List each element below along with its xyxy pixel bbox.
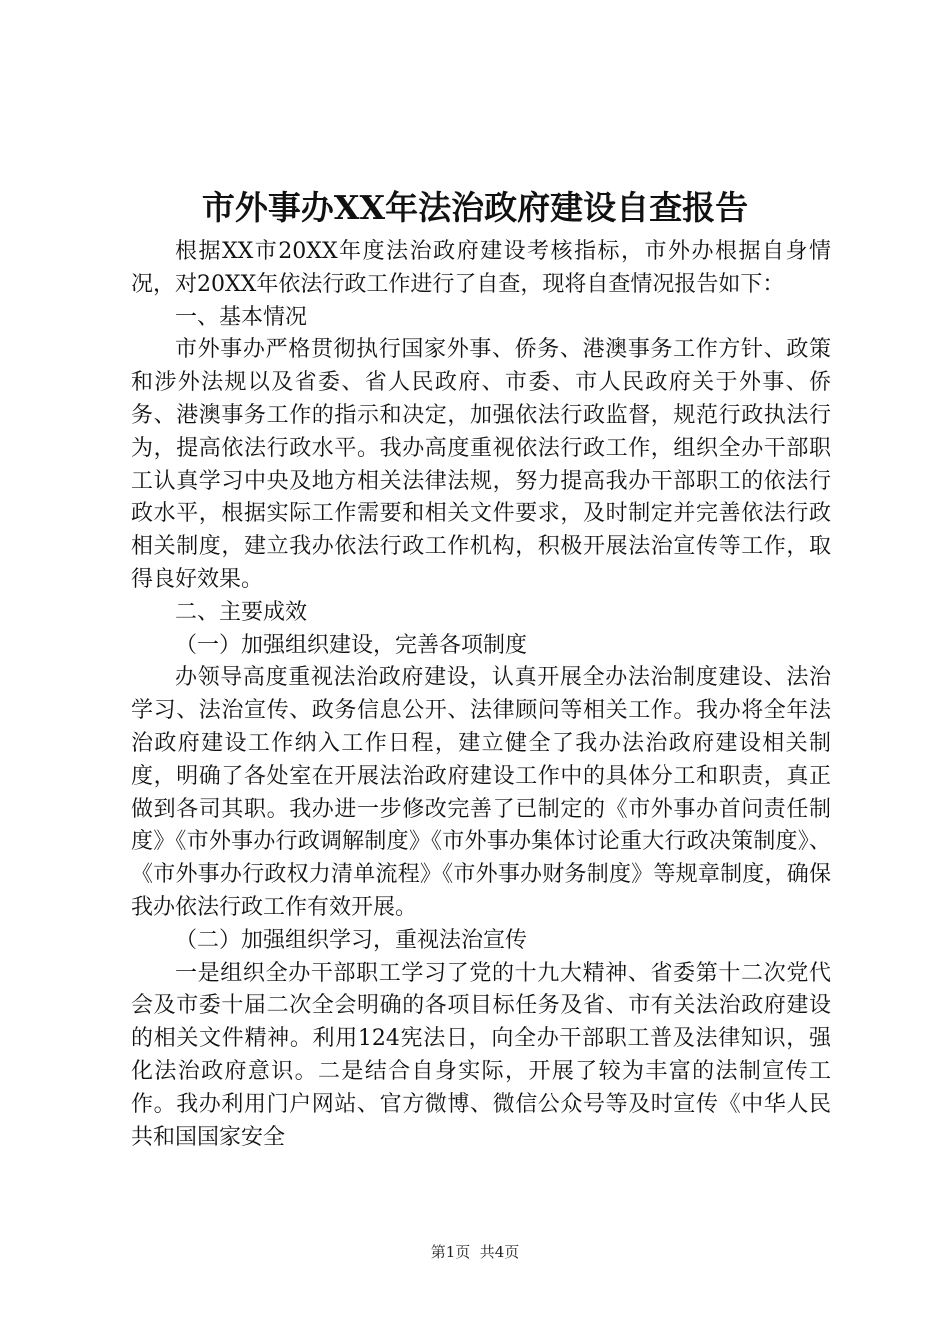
paragraph-organization: 办领导高度重视法治政府建设，认真开展全办法治制度建设、法治学习、法治宣传、政务信息公开、法律顾问等相关工作。我办将全年法治政府建设工作纳入工作日程，建立健全了我办法治政府建设相关制度，明确了各处室在开展法治政府建设工作中的具体分工和职责，真正做到各司其职。我办进一步修改完善了已制定的《市外事办首问责任制度》《市外事办行政调解制度》《市外事办集体讨论重大行政决策制度》、《市外事办行政权力清单流程》《市外事办财务制度》等规章制度，确保我办依法行政工作有效开展。 bbox=[131, 665, 831, 920]
section-heading-results: 二、主要成效 bbox=[175, 599, 308, 625]
page-number-label: 第1页 共4页 bbox=[430, 1243, 520, 1261]
page-footer bbox=[0, 1240, 950, 1264]
document-title: 市外事办XX年法治政府建设自查报告 bbox=[201, 188, 749, 227]
section-heading-basic: 一、基本情况 bbox=[175, 304, 308, 330]
paragraph-basic-situation: 市外事办严格贯彻执行国家外事、侨务、港澳事务工作方针、政策和涉外法规以及省委、省人民政府、市委、市人民政府关于外事、侨务、港澳事务工作的指示和决定，加强依法行政监督，规范行政执法行为，提高依法行政水平。我办高度重视依法行政工作，组织全办干部职工认真学习中央及地方相关法律法规，努力提高我办干部职工的依法行政水平，根据实际工作需要和相关文件要求，及时制定并完善依法行政相关制度，建立我办依法行政工作机构，积极开展法治宣传等工作，取得良好效果。 bbox=[131, 337, 831, 592]
paragraph-intro: 根据XX市20XX年度法治政府建设考核指标，市外办根据自身情况，对20XX年依法行政工作进行了自查，现将自查情况报告如下： bbox=[131, 239, 831, 297]
subsection-heading-organization: （一）加强组织建设，完善各项制度 bbox=[175, 632, 528, 658]
subsection-heading-study: （二）加强组织学习，重视法治宣传 bbox=[175, 927, 528, 953]
document-body bbox=[131, 236, 831, 1154]
paragraph-study: 一是组织全办干部职工学习了党的十九大精神、省委第十二次党代会及市委十届二次全会明确的各项目标任务及省、市有关法治政府建设的相关文件精神。利用124宪法日，向全办干部职工普及法律知识，强化法治政府意识。二是结合自身实际，开展了较为丰富的法制宣传工作。我办利用门户网站、官方微博、微信公众号等及时宣传《中华人民共和国国家安全 bbox=[131, 960, 831, 1150]
